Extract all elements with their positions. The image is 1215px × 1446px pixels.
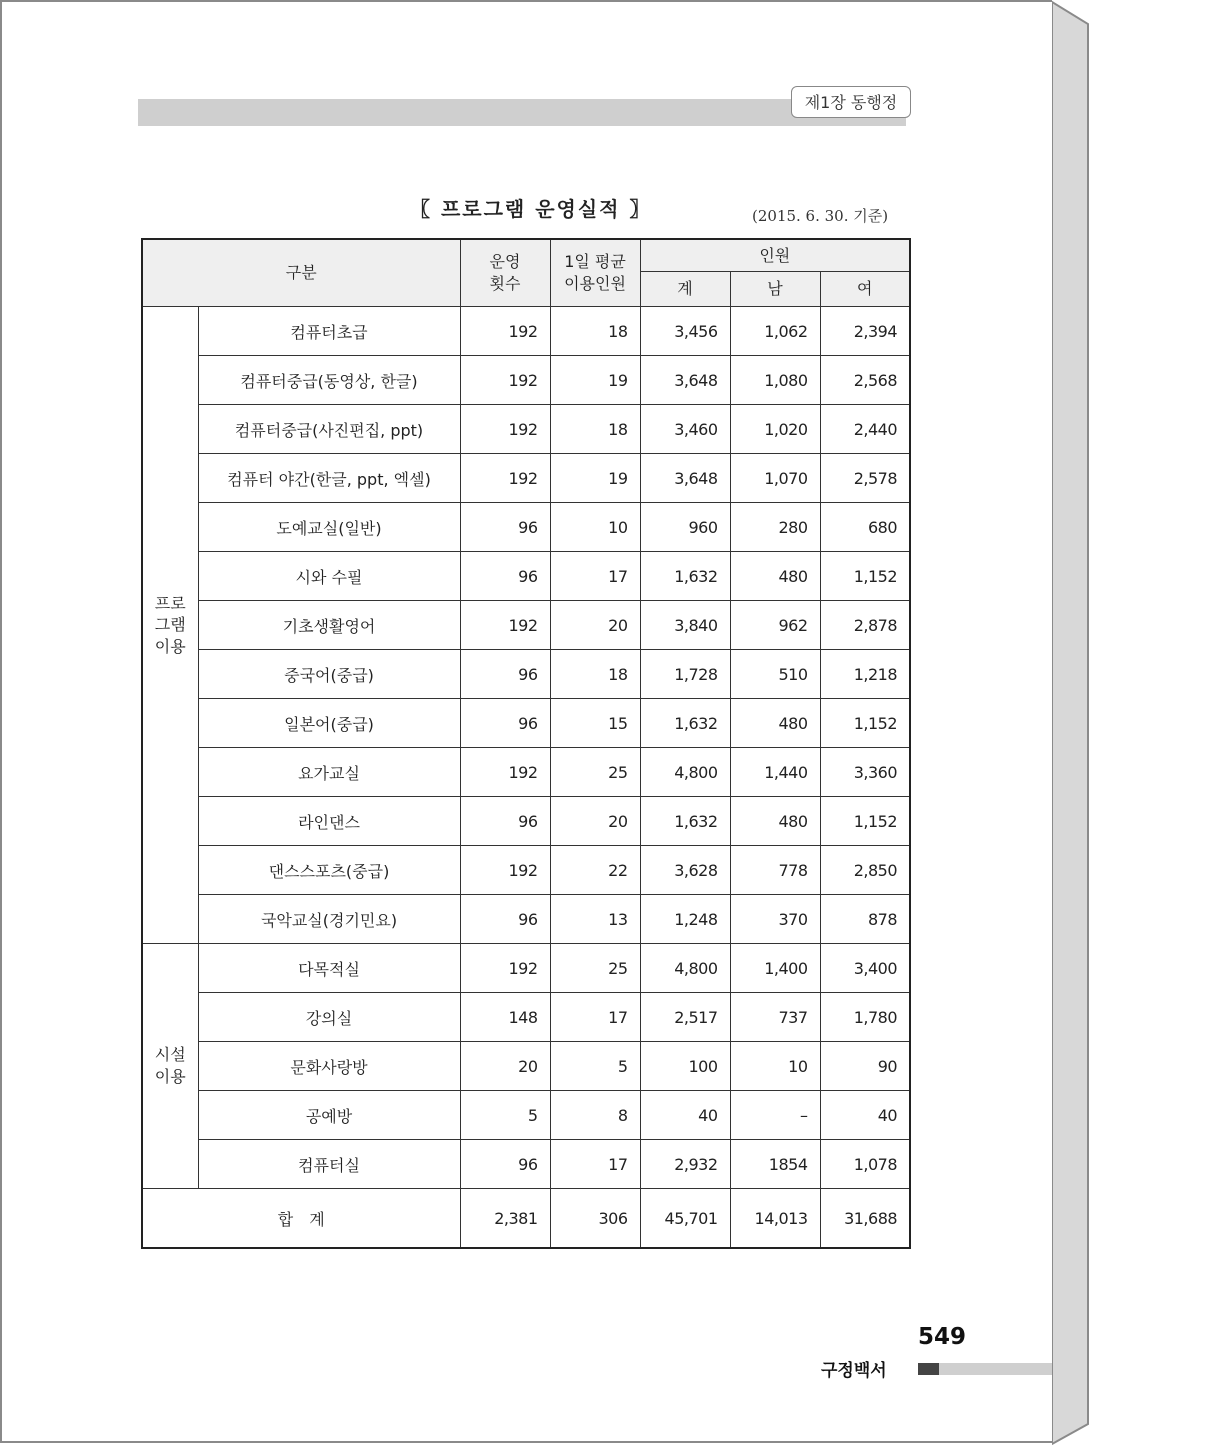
table-row xyxy=(142,944,910,993)
cell-daily: 17 xyxy=(550,1140,640,1189)
sum-row xyxy=(142,1189,910,1249)
cell-female: 90 xyxy=(820,1042,910,1091)
cell-daily: 17 xyxy=(550,552,640,601)
cell-sessions: 192 xyxy=(460,356,550,405)
cell-daily: 18 xyxy=(550,405,640,454)
header-sessions xyxy=(460,239,550,307)
cell-total: 3,648 xyxy=(640,356,730,405)
cell-female: 1,152 xyxy=(820,797,910,846)
cell-total: 3,628 xyxy=(640,846,730,895)
cell-sessions: 192 xyxy=(460,846,550,895)
cell-male: – xyxy=(730,1091,820,1140)
footer-bar-light xyxy=(939,1363,1052,1375)
cell-daily: 18 xyxy=(550,650,640,699)
footer-label: 구정백서 xyxy=(821,1361,887,1381)
cell-total: 960 xyxy=(640,503,730,552)
cell-daily: 19 xyxy=(550,454,640,503)
cell-male: 510 xyxy=(730,650,820,699)
program-name: 국악교실(경기민요) xyxy=(198,895,460,944)
cell-female: 878 xyxy=(820,895,910,944)
table-row xyxy=(142,552,910,601)
cell-sessions: 96 xyxy=(460,895,550,944)
cell-total: 3,648 xyxy=(640,454,730,503)
cell-female: 2,568 xyxy=(820,356,910,405)
cell-female: 1,078 xyxy=(820,1140,910,1189)
table-row xyxy=(142,307,910,356)
cell-total: 1,632 xyxy=(640,797,730,846)
cell-male: 370 xyxy=(730,895,820,944)
table-body xyxy=(142,307,910,1249)
cell-sessions: 192 xyxy=(460,748,550,797)
page-edge xyxy=(1052,0,1092,1446)
program-name: 라인댄스 xyxy=(198,797,460,846)
cell-daily: 15 xyxy=(550,699,640,748)
header-total: 계 xyxy=(640,272,730,307)
program-name: 문화사랑방 xyxy=(198,1042,460,1091)
cell-male: 962 xyxy=(730,601,820,650)
cell-sessions: 148 xyxy=(460,993,550,1042)
sum-female: 31,688 xyxy=(820,1189,910,1249)
table-row xyxy=(142,503,910,552)
cell-total: 100 xyxy=(640,1042,730,1091)
table-row xyxy=(142,601,910,650)
cell-female: 2,850 xyxy=(820,846,910,895)
cell-male: 1,070 xyxy=(730,454,820,503)
program-name: 기초생활영어 xyxy=(198,601,460,650)
footer-bar-dark xyxy=(918,1363,939,1375)
cell-female: 2,394 xyxy=(820,307,910,356)
cell-total: 2,517 xyxy=(640,993,730,1042)
cell-male: 1,400 xyxy=(730,944,820,993)
program-name: 공예방 xyxy=(198,1091,460,1140)
cell-male: 1854 xyxy=(730,1140,820,1189)
sum-total: 45,701 xyxy=(640,1189,730,1249)
cell-daily: 22 xyxy=(550,846,640,895)
cell-sessions: 192 xyxy=(460,601,550,650)
table-date: (2015. 6. 30. 기준) xyxy=(752,207,889,225)
cell-male: 480 xyxy=(730,699,820,748)
cell-total: 1,248 xyxy=(640,895,730,944)
cell-total: 1,632 xyxy=(640,699,730,748)
cell-daily: 10 xyxy=(550,503,640,552)
cell-total: 3,460 xyxy=(640,405,730,454)
cell-sessions: 96 xyxy=(460,503,550,552)
cell-sessions: 96 xyxy=(460,797,550,846)
cell-total: 4,800 xyxy=(640,748,730,797)
cell-daily: 20 xyxy=(550,797,640,846)
cell-sessions: 20 xyxy=(460,1042,550,1091)
cell-daily: 17 xyxy=(550,993,640,1042)
cell-sessions: 96 xyxy=(460,552,550,601)
cell-total: 40 xyxy=(640,1091,730,1140)
header-daily-avg xyxy=(550,239,640,307)
cell-total: 3,840 xyxy=(640,601,730,650)
program-name: 시와 수필 xyxy=(198,552,460,601)
cell-daily: 25 xyxy=(550,944,640,993)
cell-sessions: 5 xyxy=(460,1091,550,1140)
cell-male: 280 xyxy=(730,503,820,552)
page-number: 549 xyxy=(918,1324,967,1350)
cell-male: 10 xyxy=(730,1042,820,1091)
program-name: 강의실 xyxy=(198,993,460,1042)
table-row xyxy=(142,405,910,454)
cell-daily: 5 xyxy=(550,1042,640,1091)
cell-total: 1,728 xyxy=(640,650,730,699)
program-results-table xyxy=(141,238,911,1249)
cell-male: 480 xyxy=(730,552,820,601)
program-name: 컴퓨터중급(동영상, 한글) xyxy=(198,356,460,405)
cell-female: 1,780 xyxy=(820,993,910,1042)
header-daily-line2: 이용인원 xyxy=(564,274,626,293)
program-name: 도예교실(일반) xyxy=(198,503,460,552)
cell-total: 4,800 xyxy=(640,944,730,993)
chapter-tab: 제1장 동행정 xyxy=(791,86,911,118)
cell-daily: 19 xyxy=(550,356,640,405)
sum-sessions: 2,381 xyxy=(460,1189,550,1249)
table-row xyxy=(142,748,910,797)
cell-male: 737 xyxy=(730,993,820,1042)
table-row xyxy=(142,699,910,748)
table-row xyxy=(142,650,910,699)
cell-female: 1,218 xyxy=(820,650,910,699)
cell-male: 1,440 xyxy=(730,748,820,797)
group-label: 시설 xyxy=(154,1045,186,1065)
program-name: 컴퓨터실 xyxy=(198,1140,460,1189)
cell-male: 778 xyxy=(730,846,820,895)
header-male: 남 xyxy=(730,272,820,307)
cell-sessions: 96 xyxy=(460,1140,550,1189)
table-row xyxy=(142,454,910,503)
program-name: 컴퓨터초급 xyxy=(198,307,460,356)
cell-total: 3,456 xyxy=(640,307,730,356)
cell-female: 1,152 xyxy=(820,552,910,601)
table-row xyxy=(142,356,910,405)
cell-sessions: 192 xyxy=(460,405,550,454)
cell-female: 40 xyxy=(820,1091,910,1140)
cell-female: 3,400 xyxy=(820,944,910,993)
header-sessions-line2: 횟수 xyxy=(489,274,521,293)
group-facility-use xyxy=(142,944,198,1189)
cell-female: 1,152 xyxy=(820,699,910,748)
table-row xyxy=(142,1091,910,1140)
header-category: 구분 xyxy=(142,239,460,307)
cell-sessions: 192 xyxy=(460,944,550,993)
program-name: 컴퓨터중급(사진편집, ppt) xyxy=(198,405,460,454)
program-name: 컴퓨터 야간(한글, ppt, 엑셀) xyxy=(198,454,460,503)
sum-male: 14,013 xyxy=(730,1189,820,1249)
group-label: 그램 xyxy=(154,615,186,635)
program-name: 중국어(중급) xyxy=(198,650,460,699)
table-row xyxy=(142,895,910,944)
cell-female: 3,360 xyxy=(820,748,910,797)
header-people: 인원 xyxy=(640,239,910,272)
program-name: 일본어(중급) xyxy=(198,699,460,748)
group-program-use xyxy=(142,307,198,944)
group-label: 프로 xyxy=(154,593,186,613)
cell-daily: 25 xyxy=(550,748,640,797)
cell-sessions: 192 xyxy=(460,454,550,503)
sum-label: 합 계 xyxy=(142,1189,460,1249)
table-row xyxy=(142,846,910,895)
header-daily-line1: 1일 평균 xyxy=(564,252,626,272)
header-row xyxy=(142,239,910,272)
cell-male: 1,080 xyxy=(730,356,820,405)
cell-female: 680 xyxy=(820,503,910,552)
cell-daily: 18 xyxy=(550,307,640,356)
table-row xyxy=(142,993,910,1042)
header-female: 여 xyxy=(820,272,910,307)
cell-female: 2,578 xyxy=(820,454,910,503)
program-name: 댄스스포츠(중급) xyxy=(198,846,460,895)
cell-male: 1,020 xyxy=(730,405,820,454)
cell-male: 480 xyxy=(730,797,820,846)
cell-sessions: 96 xyxy=(460,650,550,699)
table-row xyxy=(142,1042,910,1091)
program-name: 요가교실 xyxy=(198,748,460,797)
program-name: 다목적실 xyxy=(198,944,460,993)
table-row xyxy=(142,1140,910,1189)
cell-female: 2,440 xyxy=(820,405,910,454)
cell-sessions: 192 xyxy=(460,307,550,356)
group-label: 이용 xyxy=(154,636,186,656)
cell-daily: 20 xyxy=(550,601,640,650)
cell-sessions: 96 xyxy=(460,699,550,748)
table-row xyxy=(142,797,910,846)
header-sessions-line1: 운영 xyxy=(489,252,521,272)
cell-total: 1,632 xyxy=(640,552,730,601)
cell-female: 2,878 xyxy=(820,601,910,650)
cell-male: 1,062 xyxy=(730,307,820,356)
sum-daily: 306 xyxy=(550,1189,640,1249)
table-title: 〖 프로그램 운영실적 〗 xyxy=(410,197,652,221)
group-label: 이용 xyxy=(154,1067,186,1086)
cell-total: 2,932 xyxy=(640,1140,730,1189)
cell-daily: 8 xyxy=(550,1091,640,1140)
cell-daily: 13 xyxy=(550,895,640,944)
